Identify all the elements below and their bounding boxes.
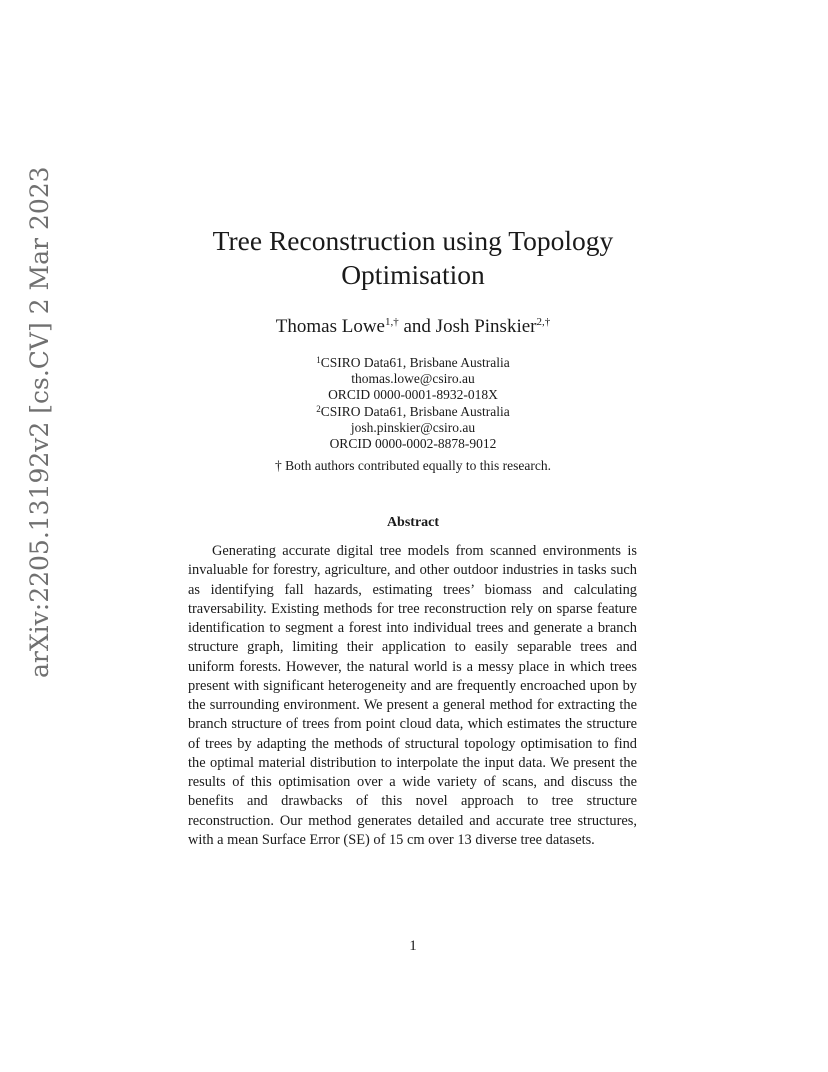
affiliation-line [180,404,646,420]
author-line [180,315,646,339]
affiliation-institution: CSIRO Data61, Brisbane Australia [320,403,510,419]
author-affiliation-mark: 2,† [536,316,551,328]
author-affiliation-mark: 1,† [384,316,399,328]
author-orcid: ORCID 0000-0002-8878-9012 [329,436,497,452]
equal-contribution-note: † Both authors contributed equally to this research. [275,458,551,473]
affiliation-institution: CSIRO Data61, Brisbane Australia [320,355,510,370]
author-name: Thomas Lowe [275,316,385,337]
affiliation-mark: 1 [316,355,321,365]
paper-title: Tree Reconstruction using Topology Optimisation [212,225,614,290]
abstract-body: Generating accurate digital tree models from scanned environments is invaluable for forestry, agriculture, and other outdoor industries in tasks such as identifying fall hazards, estimating trees’ biomass and calculating traversability. Existing methods for tree reconstruction rely on sparse feature identification to segment a forest into individual trees and generate a branch structure graph, limiting their application to easily separable trees and uniform forests. However, the natural world is a messy place in which trees present with significant heterogeneity and are frequently encroached upon by the surrounding environment. We present a general method for extracting the branch structure of trees from point cloud data, which estimates the structure of trees by adapting the methods of structural topology optimisation to find the optimal material distribution to interpolate the input data. We present the results of this optimisation over a wide variety of scans, and discuss the benefits and drawbacks of this novel approach to tree structure reconstruction. Our method generates detailed and accurate tree structures, with a mean Surface Error (SE) of 15 cm over 13 diverse tree datasets. [188,543,637,848]
affiliation-mark: 2 [316,403,321,414]
author-name: Josh Pinskier [435,316,537,337]
author-orcid: ORCID 0000-0001-8932-018X [328,387,498,403]
affiliation-line [180,355,646,371]
arxiv-sidebar-stamp [22,166,62,678]
abstract-heading: Abstract [386,515,440,530]
author-email: josh.pinskier@csiro.au [350,419,476,435]
affiliation-block [180,355,646,452]
author-email: thomas.lowe@csiro.au [351,371,475,387]
page-number: 1 [409,938,417,954]
author-joiner: and [403,316,431,337]
arxiv-identifier: arXiv:2205.13192v2 [cs.CV] 2 Mar 2023 [25,166,54,678]
